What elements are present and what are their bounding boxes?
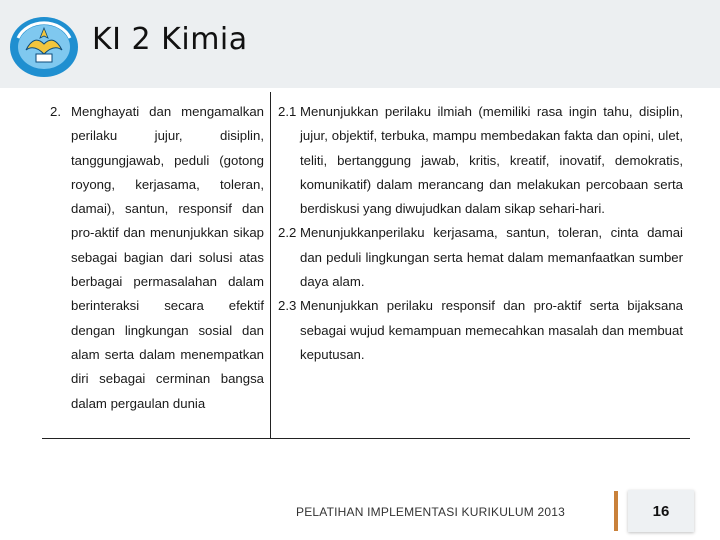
- basic-competency-text: Menunjukkanperilaku kerjasama, santun, toleran, cinta damai dan peduli lingkungan serta hemat dalam memanfaatkan sumber daya alam.: [300, 225, 683, 290]
- core-competency-text: Menghayati dan mengamalkan perilaku jujur, disiplin, tanggungjawab, peduli (gotong royong, kerjasama, toleran, damai), santun, responsif dan pro-aktif dan menunjukkan sikap sebagai bagian dari solusi atas berbagai permasalahan dalam berinteraksi secara efektif dengan lingkungan sosial dan alam serta dalam menempatkan diri sebagai cerminan bangsa dalam pergaulan dunia: [71, 104, 264, 411]
- basic-competency-number: 2.3: [278, 298, 297, 314]
- core-competency-number: 2.: [50, 104, 61, 119]
- footer-accent-bar: [614, 491, 618, 531]
- basic-competency-item: [278, 294, 683, 367]
- basic-competency-text: Menunjukkan perilaku ilmiah (memiliki rasa ingin tahu, disiplin, jujur, objektif, terbuka, mampu membedakan fakta dan opini, ulet, teliti, bertanggung jawab, kritis, kreatif, inovatif, demokratis, komunikatif) dalam merancang dan melakukan percobaan serta berdiskusi yang diwujudkan dalam sikap sehari-hari.: [300, 104, 683, 217]
- page-number: 16: [628, 490, 694, 532]
- basic-competency-item: [278, 100, 683, 221]
- tut-wuri-handayani-logo: [8, 14, 80, 80]
- basic-competency-text: Menunjukkan perilaku responsif dan pro-aktif serta bijaksana sebagai wujud kemampuan memecahkan masalah dan membuat keputusan.: [300, 298, 683, 362]
- basic-competency-number: 2.2: [278, 225, 297, 241]
- column-divider: [270, 92, 271, 438]
- footer-label: PELATIHAN IMPLEMENTASI KURIKULUM 2013: [296, 505, 566, 519]
- basic-competency-item: [278, 221, 683, 294]
- slide-title: KI 2 Kimia: [92, 22, 248, 57]
- basic-competency-column: [278, 100, 683, 367]
- basic-competency-number: 2.1: [278, 104, 297, 119]
- core-competency-column: [50, 100, 264, 416]
